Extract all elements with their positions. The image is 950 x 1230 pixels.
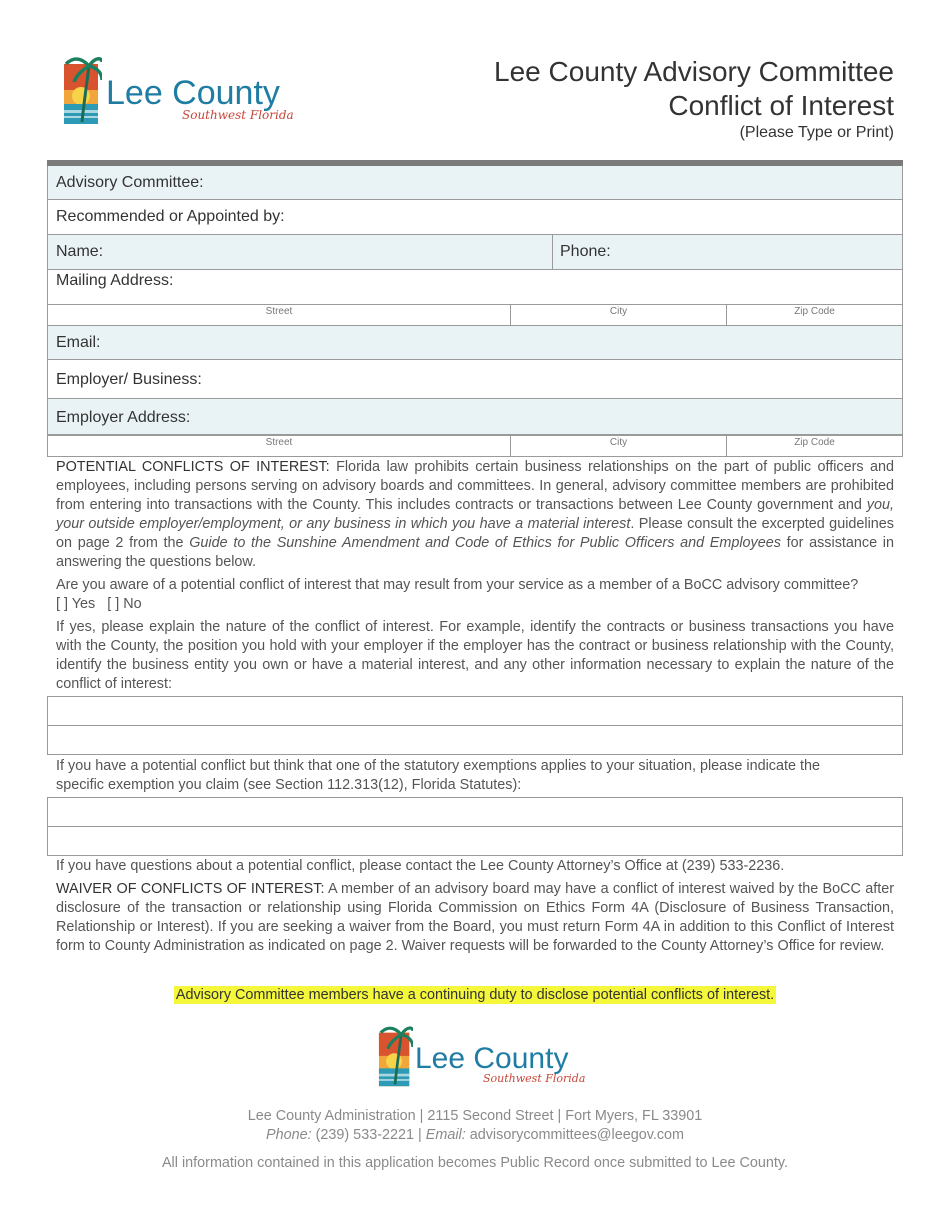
name-phone-row	[47, 235, 903, 270]
palm-tree-icon	[377, 1022, 413, 1088]
explain-instructions: If yes, please explain the nature of the conflict of interest. For example, identify the contracts or business transactions you have with the County, the position you hold with your employer if the employer has the contract or business relationship with the County, identify the business entity you own or have a material interest, and any other information necessary to explain the nature of the conflict of interest:	[56, 619, 894, 692]
public-record-notice: All information contained in this application becomes Public Record once submitted to Lee County.	[161, 1155, 789, 1171]
footer-phone: (239) 533-2221 |	[311, 1127, 426, 1143]
footer-contact	[0, 1127, 950, 1143]
exemption-input-line-2[interactable]	[47, 826, 903, 856]
employer-city-label: City	[609, 437, 628, 448]
logo-text: Lee County	[415, 1042, 569, 1075]
conflicts-emphasis: you, your outside employer/employment, or any business in which you have a material interest	[56, 497, 894, 532]
disclosure-notice	[0, 987, 950, 1003]
waiver-text: A member of an advisory board may have a conflict of interest waived by the BoCC after disclosure of the transaction or relationship using Florida Commission on Ethics Form 4A (Disclosure of Business Transaction, Relationship or Interest). If you are seeking a waiver from the Board, you must return Form 4A in addition to this Conflict of Interest form to County Administration as indicated on page 2. Waiver requests will be forwarded to the County Attorney’s Office for review.	[56, 881, 894, 954]
logo-tagline: Southwest Florida	[182, 108, 294, 122]
explain-input-line-2[interactable]	[47, 725, 903, 755]
guide-title: Guide to the Sunshine Amendment and Code of Ethics for Public Officers and Employees	[189, 535, 781, 551]
email-label: Email:	[425, 1127, 466, 1143]
footer-email[interactable]: advisorycommittees@leegov.com	[465, 1127, 685, 1143]
logo-text: Lee County	[106, 74, 280, 112]
mailing-address-subfields	[47, 304, 903, 326]
employer-field[interactable]	[47, 360, 903, 399]
employer-address-label: Employer Address:	[56, 409, 191, 426]
employer-address-field[interactable]	[47, 399, 903, 435]
employer-zip-label: Zip Code	[794, 437, 835, 448]
disclosure-notice-text: Advisory Committee members have a continuing duty to disclose potential conflicts of interest.	[175, 987, 775, 1003]
print-instruction: (Please Type or Print)	[739, 124, 894, 141]
mailing-address-label: Mailing Address:	[56, 272, 174, 289]
mailing-zip-label: Zip Code	[794, 306, 835, 317]
yes-no-options[interactable]: [ ] Yes [ ] No	[56, 596, 142, 612]
logo-tagline: Southwest Florida	[483, 1072, 586, 1085]
mailing-address-field[interactable]	[47, 270, 903, 305]
advisory-committee-field[interactable]	[47, 166, 903, 200]
exemption-instructions: If you have a potential conflict but think that one of the statutory exemptions applies to your situation, please indicate the specific exemption you claim (see Section 112.313(12), Florida Statutes):	[56, 758, 820, 793]
page-subtitle: Conflict of Interest	[668, 90, 894, 121]
conflicts-heading: POTENTIAL CONFLICTS OF INTEREST:	[56, 459, 330, 475]
email-field[interactable]	[47, 326, 903, 360]
attorney-contact: If you have questions about a potential conflict, please contact the Lee County Attorney’s Office at (239) 533-2236.	[56, 858, 785, 874]
waiver-heading: WAIVER OF CONFLICTS OF INTEREST:	[56, 881, 325, 897]
recommended-by-label: Recommended or Appointed by:	[56, 208, 285, 225]
explain-input-line-1[interactable]	[47, 696, 903, 726]
footer-address: Lee County Administration | 2115 Second Street | Fort Myers, FL 33901	[247, 1108, 703, 1124]
conflicts-text: Florida law prohibits certain business relationships on the part of public officers and employees, including persons serving on advisory boards and committees. In general, advisory committee members are prohibited from entering into transactions with the County. This includes contracts or transactions between Lee County government and	[56, 459, 894, 513]
recommended-by-field[interactable]	[47, 200, 903, 235]
phone-label: Phone:	[560, 243, 611, 260]
advisory-committee-label: Advisory Committee:	[56, 174, 204, 191]
employer-label: Employer/ Business:	[56, 371, 202, 388]
page-title: Lee County Advisory Committee	[494, 56, 894, 87]
phone-label: Phone:	[265, 1127, 312, 1143]
conflict-question: Are you aware of a potential conflict of interest that may result from your service as a member of a BoCC advisory committee?	[56, 577, 859, 593]
conflicts-text: for assistance in answering the questions below.	[56, 535, 894, 570]
conflicts-paragraph	[56, 458, 894, 572]
palm-tree-icon	[62, 52, 102, 126]
employer-street-label: Street	[265, 437, 293, 448]
name-label: Name:	[56, 243, 104, 260]
mailing-street-label: Street	[265, 306, 293, 317]
waiver-paragraph	[56, 880, 894, 956]
footer-logo	[377, 1022, 586, 1090]
lee-county-logo	[62, 52, 294, 128]
conflicts-text: . Please consult the excerpted guidelines on page 2 from the	[56, 516, 894, 551]
mailing-city-label: City	[609, 306, 628, 317]
row-divider	[552, 235, 553, 269]
email-label: Email:	[56, 334, 101, 351]
employer-address-subfields	[47, 435, 903, 457]
exemption-input-line-1[interactable]	[47, 797, 903, 827]
